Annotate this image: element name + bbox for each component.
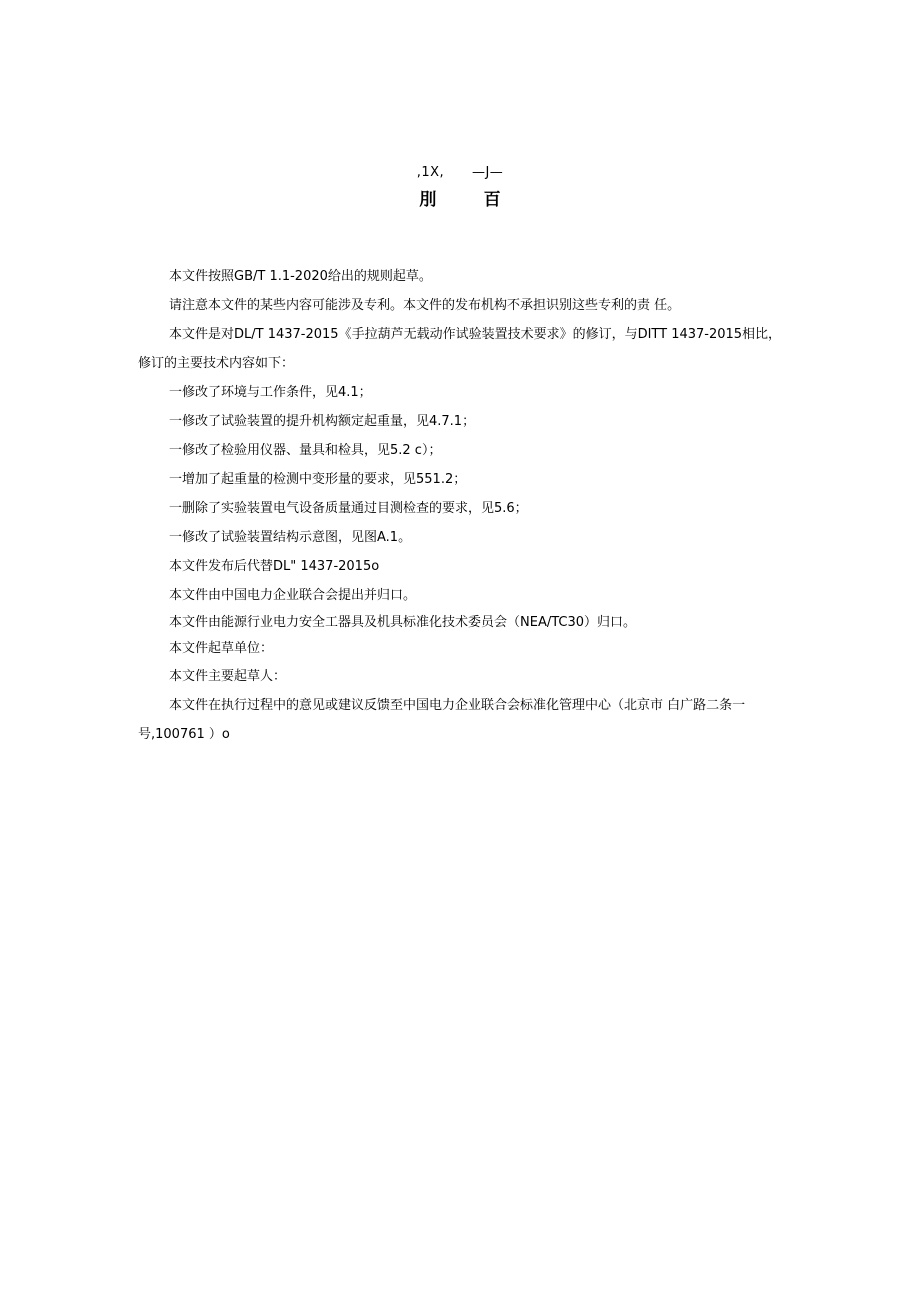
paragraph-feedback: 本文件在执行过程中的意见或建议反馈至中国电力企业联合会标准化管理中心（北京市 白广路二条一号,100761 ）o [138,698,746,742]
paragraph-patent-notice: 请注意本文件的某些内容可能涉及专利。本文件的发布机构不承担识别这些专利的责 任。 [169,298,681,313]
paragraph-drafting-units: 本文件起草单位： [169,641,274,656]
header-artifact-text: ,1X, —J— [416,165,504,180]
list-item-change-6: 一修改了试验装置结构示意图，见图A.1。 [169,530,412,545]
paragraph-proposed-by: 本文件由中国电力企业联合会提出并归口。 [169,588,417,603]
list-item-change-3: 一修改了检验用仪器、量具和检具，见5.2 c）； [169,443,442,458]
paragraph-drafters: 本文件主要起草人： [169,669,287,684]
body-text [138,262,790,749]
list-item-change-5: 一删除了实验装置电气设备质量通过目测检查的要求，见5.6； [169,501,528,516]
list-item-change-1: 一修改了环境与工作条件，见4.1； [169,385,372,400]
paragraph-technical-committee: 本文件由能源行业电力安全工器具及机具标准化技术委员会（NEA/TC30）归口。 [169,615,637,630]
paragraph-replaces: 本文件发布后代替DL" 1437-2015o [169,559,380,574]
page-title: 刖 百 [419,190,501,210]
paragraph-drafting-rules: 本文件按照GB/T 1.1-2020给出的规则起草。 [169,269,432,284]
list-item-change-2: 一修改了试验装置的提升机构额定起重量，见4.7.1； [169,414,476,429]
list-item-change-4: 一增加了起重量的检测中变形量的要求，见551.2； [169,472,467,487]
paragraph-revision-summary: 本文件是对DL/T 1437-2015《手拉葫芦无载动作试验装置技术要求》的修订，与DITT 1437-2015相比，修订的主要技术内容如下： [138,327,782,371]
